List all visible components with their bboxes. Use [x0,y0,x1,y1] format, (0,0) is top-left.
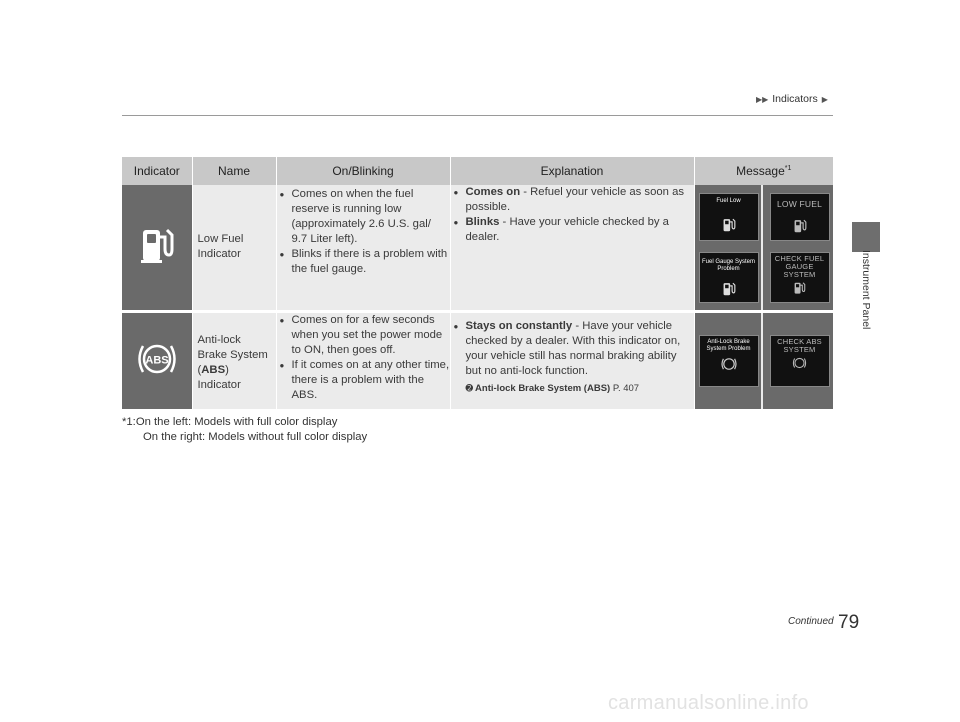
header-message: Message$^{*1}$ [694,157,833,185]
list-item: ● Blinks - Have your vehicle checked by a dealer. [451,215,694,245]
footnote-ref: *1 [784,165,792,172]
header-indicator: Indicator [122,157,192,185]
message-screen-standard: CHECK ABS SYSTEM [770,335,830,387]
message-screen-full-color: Fuel Low [699,193,759,241]
name-cell [192,312,276,410]
header-rule [122,115,833,116]
on-blinking-cell [276,185,450,312]
table-header-row [122,157,833,185]
explanation-cell [450,312,694,410]
section-label: Instrument Panel [860,250,872,330]
column-divider [761,313,763,409]
abs-icon [720,356,738,372]
indicator-cell [122,185,192,312]
section-tab-marker [852,222,880,252]
list-item: ● Comes on when the fuel reserve is running low (approximately 2.6 U.S. gal/ 9.7 Liter left). [277,187,450,247]
table-row [122,185,833,312]
breadcrumb [755,93,829,105]
indicator-name: Low Fuel Indicator [197,233,244,260]
fuel-pump-icon [793,218,807,234]
message-screen-full-color: Fuel Gauge System Problem [699,252,759,303]
on-blinking-cell [276,312,450,410]
fuel-pump-icon [793,281,806,295]
svg-text:ABS: ABS [145,354,169,366]
name-cell [192,185,276,312]
message-screen-standard: LOW FUEL [770,193,830,241]
message-cell [694,185,833,312]
fuel-pump-icon [139,225,175,265]
abs-icon [791,356,808,370]
list-item: ● Comes on - Refuel your vehicle as soon as possible. [451,185,694,215]
abs-icon [135,339,179,379]
fuel-pump-icon [722,217,736,233]
column-divider [761,185,763,310]
breadcrumb-label: Indicators [772,93,818,105]
message-screen-full-color: Anti-Lock Brake System Problem [699,335,759,387]
header-on-blinking: On/Blinking [276,157,450,185]
explanation-cell [450,185,694,312]
breadcrumb-arrow-icon: ▶ [821,95,828,104]
indicator-table [122,157,834,409]
indicator-name: Anti-lock Brake System (ABS) Indicator [197,334,268,391]
list-item: ● If it comes on at any other time, there is a problem with the ABS. [277,358,450,403]
message-screen-standard: CHECK FUEL GAUGE SYSTEM [770,252,830,303]
fuel-pump-icon [722,281,736,297]
cross-reference-link[interactable]: ➋ Anti-lock Brake System (ABS) P. 407 [465,383,640,394]
breadcrumb-arrow-icon: ▶▶ [756,95,769,104]
list-item: ● Stays on constantly - Have your vehicle checked by a dealer. With this indicator on, your vehicle still has normal braking ability but no anti-lock function. ➋ Anti-lock Brake System (ABS) P. 407 [451,319,694,396]
header-explanation: Explanation [450,157,694,185]
header-name: Name [192,157,276,185]
footnote-line: On the right: Models without full color display [143,431,368,443]
table-row [122,312,833,410]
page-number: 79 [838,612,860,633]
list-item: ● Blinks if there is a problem with the fuel gauge. [277,247,450,277]
list-item: ● Comes on for a few seconds when you set the power mode to ON, then goes off. [277,313,450,358]
message-cell [694,312,833,410]
watermark-text: carmanualsonline.info [608,692,809,714]
footnote [122,415,367,445]
indicator-cell [122,312,192,410]
reference-arrow-icon: ➋ [465,383,474,393]
footnote-line: *1:On the left: Models with full color display [122,416,338,428]
continued-label: Continued [788,616,834,627]
